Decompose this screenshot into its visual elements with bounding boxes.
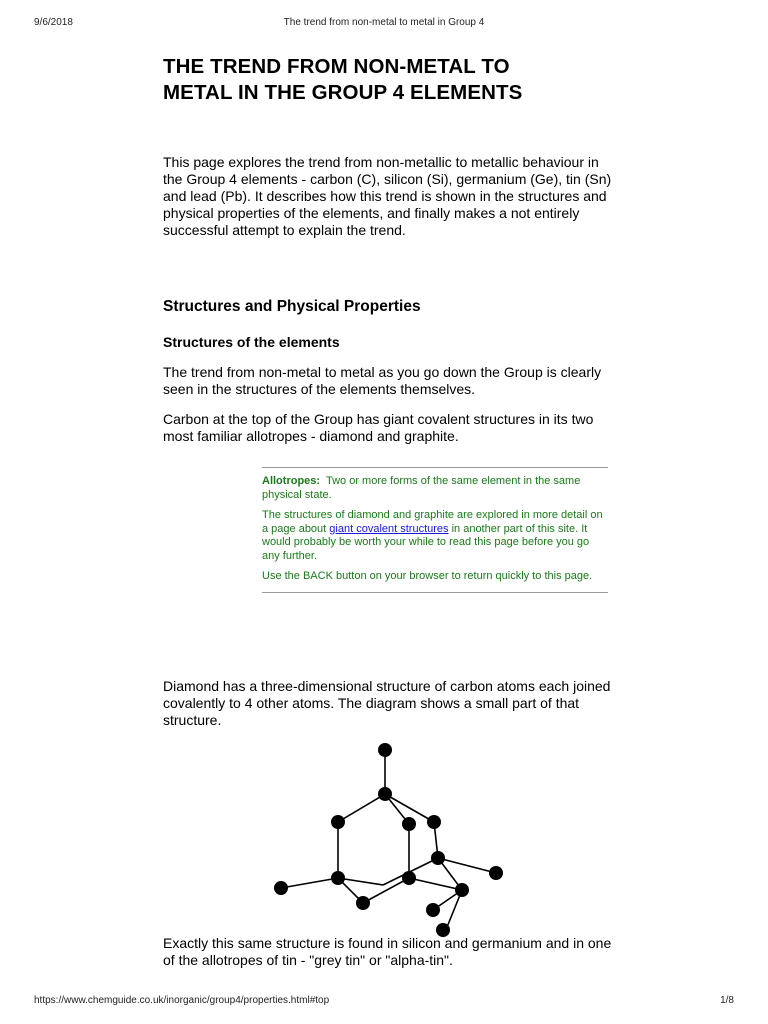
article xyxy=(163,54,613,968)
paragraph-diamond: Diamond has a three-dimensional structure of carbon atoms each joined covalently to 4 other atoms. The diagram shows a small part of that structure. xyxy=(163,678,611,728)
note-term: Allotropes: xyxy=(262,475,321,487)
print-url: https://www.chemguide.co.uk/inorganic/group4/properties.html#top xyxy=(34,995,330,1006)
print-date: 9/6/2018 xyxy=(34,17,73,28)
note-back-hint: Use the BACK button on your browser to return quickly to this page. xyxy=(262,570,593,582)
paragraph-silicon-germanium: Exactly this same structure is found in silicon and germanium and in one of the allotropes of tin - "grey tin" or "alpha-tin". xyxy=(163,935,612,968)
page-title-line1: THE TREND FROM NON-METAL TO xyxy=(163,55,510,78)
diagram-atoms xyxy=(274,743,503,937)
note-text-after-link: in another part of this site. It would probably be worth your while to read this page before you go any further. xyxy=(262,522,590,562)
intro-paragraph: This page explores the trend from non-metallic to metallic behaviour in the Group 4 elements - carbon (C), silicon (Si), germanium (Ge), tin (Sn) and lead (Pb). It describes how this trend is shown in the structures and physical properties of the elements, and finally makes a not entirely successful attempt to explain the trend. xyxy=(163,154,612,238)
note-definition xyxy=(262,475,608,502)
print-page-number: 1/8 xyxy=(720,995,734,1006)
note-link-paragraph xyxy=(262,509,608,563)
diagram-bonds xyxy=(281,750,496,937)
paragraph-carbon: Carbon at the top of the Group has giant covalent structures in its two most familiar allotropes - diamond and graphite. xyxy=(163,411,594,444)
allotropes-note xyxy=(262,467,608,593)
note-definition-text: Two or more forms of the same element in the same physical state. xyxy=(262,475,581,501)
print-header xyxy=(34,17,734,31)
page-title-line2: METAL IN THE GROUP 4 ELEMENTS xyxy=(163,81,523,104)
print-footer xyxy=(34,995,734,1009)
section-heading: Structures and Physical Properties xyxy=(163,298,421,315)
page-title xyxy=(163,54,613,106)
subsection-heading: Structures of the elements xyxy=(163,334,340,350)
note-text-before-link: The structures of diamond and graphite are explored in more detail on a page about xyxy=(262,509,603,535)
paragraph-trend: The trend from non-metal to metal as you go down the Group is clearly seen in the structures of the elements themselves. xyxy=(163,364,602,397)
print-page-title: The trend from non-metal to metal in Group 4 xyxy=(283,17,485,28)
giant-covalent-structures-link[interactable]: giant covalent structures xyxy=(329,522,449,535)
diamond-structure-diagram xyxy=(263,738,508,938)
